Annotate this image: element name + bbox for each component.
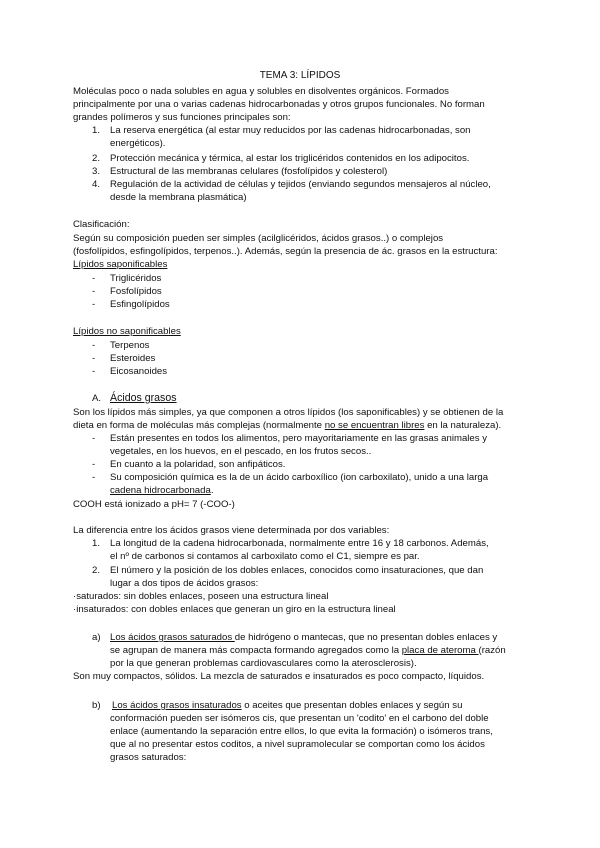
subsection-heading: Lípidos saponificables (73, 259, 168, 270)
list-item-text: vegetales, en los huevos, en el pescado, en los frutos secos.. (110, 446, 372, 457)
bullet-dash: - (92, 299, 96, 310)
list-item-text: Están presentes en todos los alimentos, pero mayoritariamente en las grasas animales y (110, 433, 488, 444)
list-item-text: grasos saturados: (110, 752, 187, 763)
list-item-text: Estructural de las membranas celulares (fosfolípidos y colesterol) (110, 166, 388, 177)
intro-line: principalmente por una o varias cadenas hidrocarbonadas y otros grupos funcionales. No forman (73, 99, 485, 110)
bullet-dash: - (92, 340, 96, 351)
paragraph-line: ·insaturados: con dobles enlaces que generan un giro en la estructura lineal (73, 604, 396, 615)
paragraph-line: Son los lípidos más simples, ya que componen a otros lípidos (los saponificables) y se obtienen de la (73, 407, 504, 418)
list-item-text: conformación pueden ser isómeros cis, que presentan un 'codito' en el carbono del doble (110, 713, 489, 724)
list-item-text: Eicosanoides (110, 366, 168, 377)
underlined-text: no se encuentran libres (324, 420, 425, 431)
list-item-text: Terpenos (110, 340, 150, 351)
list-item-text: Fosfolípidos (110, 286, 162, 297)
list-item-text: En cuanto a la polaridad, son anfipáticos. (110, 459, 286, 470)
list-number: 1. (92, 538, 101, 549)
list-item-text: enlace (aumentando la separación entre ellos, lo que evita la formación) o isómeros trans, (110, 726, 493, 737)
list-letter: b) (92, 700, 101, 711)
intro-line: grandes polímeros y sus funciones principales son: (73, 112, 291, 123)
list-item-text: La longitud de la cadena hidrocarbonada, normalmente entre 16 y 18 carbonos. Además, (110, 538, 489, 549)
underlined-text: Los ácidos grasos saturados (110, 632, 235, 643)
list-item-text: Protección mecánica y térmica, al estar los triglicéridos contenidos en los adipocitos. (110, 153, 470, 164)
paragraph-line: ·saturados: sin dobles enlaces, poseen una estructura lineal (73, 591, 329, 602)
bullet-dash: - (92, 433, 96, 444)
bullet-dash: - (92, 286, 96, 297)
list-item-text (110, 485, 214, 497)
text-run: (razón (478, 645, 506, 656)
bullet-dash: - (92, 472, 96, 483)
paragraph-line: COOH está ionizado a pH= 7 (-COO-) (73, 499, 235, 510)
text-run: de hidrógeno o mantecas, que no presentan dobles enlaces y (234, 632, 498, 643)
list-item-text (112, 700, 462, 712)
bullet-dash: - (92, 366, 96, 377)
section-heading: Ácidos grasos (110, 392, 177, 404)
list-number: 1. (92, 125, 101, 136)
list-number: 4. (92, 179, 101, 190)
list-item-text: La reserva energética (al estar muy reducidos por las cadenas hidrocarbonadas, son (110, 125, 471, 136)
underlined-text: cadena hidrocarbonada (110, 485, 211, 496)
list-letter: a) (92, 632, 101, 643)
list-item-text (110, 645, 506, 657)
list-item-text: Esteroides (110, 353, 156, 364)
list-number: 2. (92, 153, 101, 164)
text-run: . (210, 485, 214, 496)
underlined-text: placa de ateroma (401, 645, 479, 656)
list-item-text: El número y la posición de los dobles enlaces, conocidos como insaturaciones, que dan (110, 565, 484, 576)
list-item-text: que al no presentar estos coditos, a nivel supramolecular se comportan como los ácidos (110, 739, 485, 750)
bullet-dash: - (92, 353, 96, 364)
text-run: o aceites que presentan dobles enlaces y según su (241, 700, 463, 711)
list-item-text: Esfingolípidos (110, 299, 170, 310)
bullet-dash: - (92, 459, 96, 470)
document-title: TEMA 3: LÍPIDOS (259, 70, 341, 81)
list-number: 2. (92, 565, 101, 576)
list-item-text: Su composición química es la de un ácido carboxílico (ion carboxilato), unido a una larga (110, 472, 489, 483)
paragraph-line: (fosfolípidos, esfingolípidos, terpenos..). Además, según la presencia de ác. grasos en la estructura: (73, 246, 498, 257)
paragraph-line (73, 420, 501, 432)
list-item-text: lugar a dos tipos de ácidos grasos: (110, 578, 259, 589)
text-run: se agrupan de manera más compacta formando agregados como la (110, 645, 402, 656)
list-item-text: desde la membrana plasmática) (110, 192, 247, 203)
paragraph-line: Son muy compactos, sólidos. La mezcla de saturados e insaturados es poco compacto, líquidos. (73, 671, 485, 682)
subsection-heading: Lípidos no saponificables (73, 326, 181, 337)
list-item-text (110, 632, 497, 644)
text-run: en la naturaleza). (424, 420, 502, 431)
list-item-text: Triglicéridos (110, 273, 162, 284)
list-item-text: por la que generan problemas cardiovasculares como la aterosclerosis). (110, 658, 417, 669)
text-run: dieta en forma de moléculas más complejas (normalmente (73, 420, 325, 431)
list-number: 3. (92, 166, 101, 177)
underlined-text: Los ácidos grasos insaturados (112, 700, 242, 711)
paragraph-line: Según su composición pueden ser simples (acilglicéridos, ácidos grasos..) o complejos (73, 233, 444, 244)
paragraph-line: La diferencia entre los ácidos grasos viene determinada por dos variables: (73, 525, 390, 536)
bullet-dash: - (92, 273, 96, 284)
intro-line: Moléculas poco o nada solubles en agua y solubles en disolventes orgánicos. Formados (73, 86, 449, 97)
section-heading: Clasificación: (73, 219, 130, 230)
list-item-text: el nº de carbonos si contamos al carboxilato como el C1, siempre es par. (110, 551, 420, 562)
list-item-text: Regulación de la actividad de células y tejidos (enviando segundos mensajeros al núcleo, (110, 179, 491, 190)
section-letter: A. (92, 393, 102, 404)
list-item-text: energéticos). (110, 138, 166, 149)
